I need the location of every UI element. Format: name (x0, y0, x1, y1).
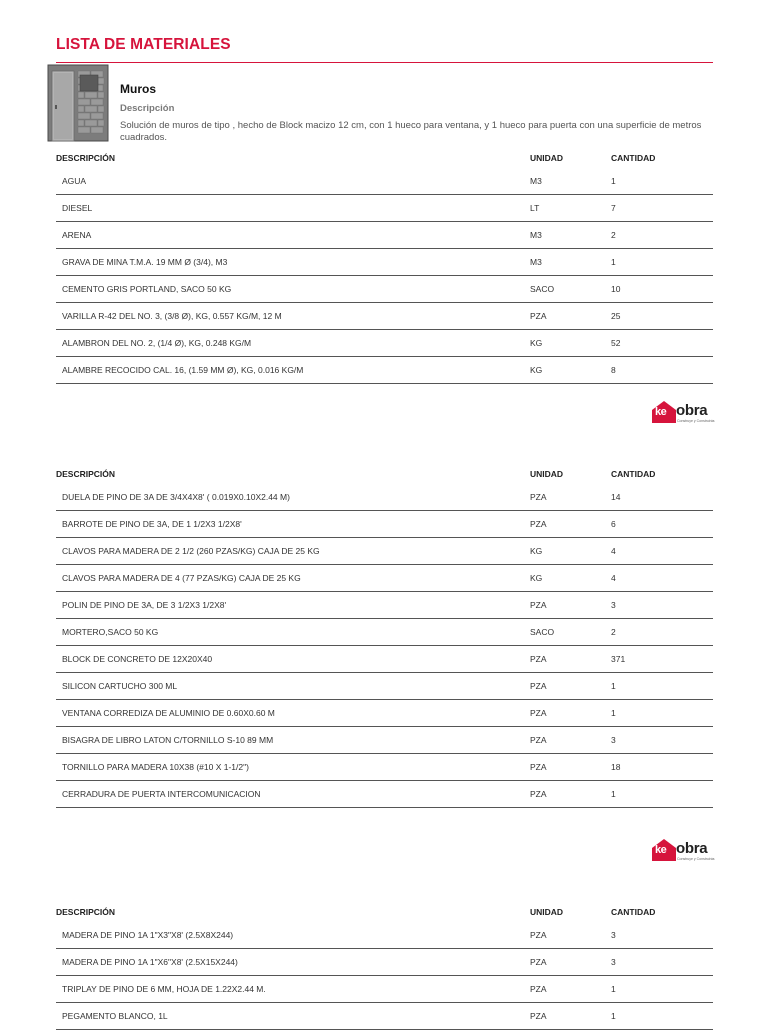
cell-quantity: 3 (611, 727, 713, 754)
table-row (56, 538, 713, 565)
table-row (56, 276, 713, 303)
description-heading: Descripción (120, 103, 175, 114)
cell-quantity: 1 (611, 249, 713, 276)
cell-unit: PZA (530, 781, 611, 808)
cell-quantity: 2 (611, 619, 713, 646)
cell-quantity: 3 (611, 949, 713, 976)
cell-quantity: 18 (611, 754, 713, 781)
cell-quantity: 3 (611, 592, 713, 619)
cell-unit: PZA (530, 949, 611, 976)
column-header-quantity: CANTIDAD (611, 907, 656, 917)
column-header-unit: UNIDAD (530, 153, 564, 163)
table-row (56, 511, 713, 538)
column-header-description: DESCRIPCIÓN (56, 907, 116, 917)
column-header-unit: UNIDAD (530, 469, 564, 479)
cell-unit: PZA (530, 700, 611, 727)
cell-description: BISAGRA DE LIBRO LATON C/TORNILLO S-10 89 MM (56, 727, 530, 754)
table-row (56, 249, 713, 276)
cell-description: CEMENTO GRIS PORTLAND, SACO 50 KG (56, 276, 530, 303)
cell-description: CLAVOS PARA MADERA DE 4 (77 PZAS/KG) CAJA DE 25 KG (56, 565, 530, 592)
cell-unit: PZA (530, 754, 611, 781)
cell-description: BARROTE DE PINO DE 3A, DE 1 1/2X3 1/2X8' (56, 511, 530, 538)
table-row (56, 1003, 713, 1030)
cell-quantity: 6 (611, 511, 713, 538)
table-row (56, 727, 713, 754)
cell-unit: KG (530, 357, 611, 384)
cell-description: ARENA (56, 222, 530, 249)
cell-quantity: 25 (611, 303, 713, 330)
table-row (56, 195, 713, 222)
table-row (56, 949, 713, 976)
cell-description: MORTERO,SACO 50 KG (56, 619, 530, 646)
cell-description: VARILLA R-42 DEL NO. 3, (3/8 Ø), KG, 0.557 KG/M, 12 M (56, 303, 530, 330)
cell-unit: KG (530, 538, 611, 565)
table-row (56, 700, 713, 727)
table-row (56, 330, 713, 357)
cell-unit: M3 (530, 249, 611, 276)
cell-unit: M3 (530, 168, 611, 195)
cell-quantity: 4 (611, 565, 713, 592)
cell-description: POLIN DE PINO DE 3A, DE 3 1/2X3 1/2X8' (56, 592, 530, 619)
table-row (56, 619, 713, 646)
cell-unit: PZA (530, 303, 611, 330)
table-body (56, 922, 713, 1030)
cell-description: CLAVOS PARA MADERA DE 2 1/2 (260 PZAS/KG) CAJA DE 25 KG (56, 538, 530, 565)
cell-unit: LT (530, 195, 611, 222)
cell-unit: PZA (530, 646, 611, 673)
cell-quantity: 3 (611, 922, 713, 949)
cell-unit: M3 (530, 222, 611, 249)
column-header-quantity: CANTIDAD (611, 469, 656, 479)
table-row (56, 592, 713, 619)
cell-quantity: 371 (611, 646, 713, 673)
cell-description: DIESEL (56, 195, 530, 222)
cell-quantity: 14 (611, 484, 713, 511)
table-row (56, 565, 713, 592)
table-header-row (56, 902, 713, 922)
table-row (56, 357, 713, 384)
keobra-logo: ke obra Construye y Construirás (652, 397, 714, 427)
column-header-description: DESCRIPCIÓN (56, 153, 116, 163)
materials-table (56, 464, 713, 808)
cell-quantity: 10 (611, 276, 713, 303)
table-body (56, 484, 713, 808)
cell-quantity: 2 (611, 222, 713, 249)
cell-description: VENTANA CORREDIZA DE ALUMINIO DE 0.60X0.60 M (56, 700, 530, 727)
cell-quantity: 52 (611, 330, 713, 357)
table-row (56, 754, 713, 781)
cell-quantity: 1 (611, 168, 713, 195)
table-row (56, 781, 713, 808)
cell-description: AGUA (56, 168, 530, 195)
wall-thumbnail-image (44, 63, 110, 143)
cell-description: DUELA DE PINO DE 3A DE 3/4X4X8' ( 0.019X0.10X2.44 M) (56, 484, 530, 511)
table-row (56, 673, 713, 700)
cell-description: CERRADURA DE PUERTA INTERCOMUNICACION (56, 781, 530, 808)
cell-unit: KG (530, 330, 611, 357)
table-row (56, 303, 713, 330)
page-title: LISTA DE MATERIALES (56, 36, 231, 53)
cell-description: GRAVA DE MINA T.M.A. 19 MM Ø (3/4), M3 (56, 249, 530, 276)
table-row (56, 168, 713, 195)
table-row (56, 976, 713, 1003)
cell-unit: PZA (530, 727, 611, 754)
cell-unit: KG (530, 565, 611, 592)
table-row (56, 922, 713, 949)
cell-unit: PZA (530, 1003, 611, 1030)
cell-quantity: 1 (611, 673, 713, 700)
description-text: Solución de muros de tipo , hecho de Block macizo 12 cm, con 1 hueco para ventana, y 1 hueco para puerta con una superficie de metros cuadrados. (120, 120, 702, 143)
cell-unit: SACO (530, 276, 611, 303)
cell-quantity: 1 (611, 976, 713, 1003)
table-row (56, 484, 713, 511)
cell-description: TORNILLO PARA MADERA 10X38 (#10 X 1-1/2") (56, 754, 530, 781)
table-row (56, 646, 713, 673)
column-header-unit: UNIDAD (530, 907, 564, 917)
table-body (56, 168, 713, 384)
cell-description: MADERA DE PINO 1A 1"X6"X8' (2.5X15X244) (56, 949, 530, 976)
cell-quantity: 7 (611, 195, 713, 222)
cell-quantity: 1 (611, 781, 713, 808)
table-row (56, 222, 713, 249)
title-divider (56, 62, 713, 63)
cell-unit: PZA (530, 511, 611, 538)
materials-table (56, 902, 713, 1030)
cell-description: ALAMBRON DEL NO. 2, (1/4 Ø), KG, 0.248 KG/M (56, 330, 530, 357)
cell-description: TRIPLAY DE PINO DE 6 MM, HOJA DE 1.22X2.44 M. (56, 976, 530, 1003)
cell-description: PEGAMENTO BLANCO, 1L (56, 1003, 530, 1030)
cell-unit: PZA (530, 673, 611, 700)
column-header-description: DESCRIPCIÓN (56, 469, 116, 479)
keobra-logo: ke obra Construye y Construirás (652, 835, 714, 865)
column-header-quantity: CANTIDAD (611, 153, 656, 163)
cell-quantity: 4 (611, 538, 713, 565)
cell-quantity: 8 (611, 357, 713, 384)
item-title: Muros (120, 82, 156, 96)
cell-quantity: 1 (611, 700, 713, 727)
cell-quantity: 1 (611, 1003, 713, 1030)
cell-description: BLOCK DE CONCRETO DE 12X20X40 (56, 646, 530, 673)
cell-description: ALAMBRE RECOCIDO CAL. 16, (1.59 MM Ø), KG, 0.016 KG/M (56, 357, 530, 384)
cell-unit: PZA (530, 592, 611, 619)
cell-unit: SACO (530, 619, 611, 646)
cell-description: MADERA DE PINO 1A 1"X3"X8' (2.5X8X244) (56, 922, 530, 949)
table-header-row (56, 148, 713, 168)
table-header-row (56, 464, 713, 484)
cell-description: SILICON CARTUCHO 300 ML (56, 673, 530, 700)
materials-table (56, 148, 713, 384)
cell-unit: PZA (530, 976, 611, 1003)
cell-unit: PZA (530, 484, 611, 511)
cell-unit: PZA (530, 922, 611, 949)
